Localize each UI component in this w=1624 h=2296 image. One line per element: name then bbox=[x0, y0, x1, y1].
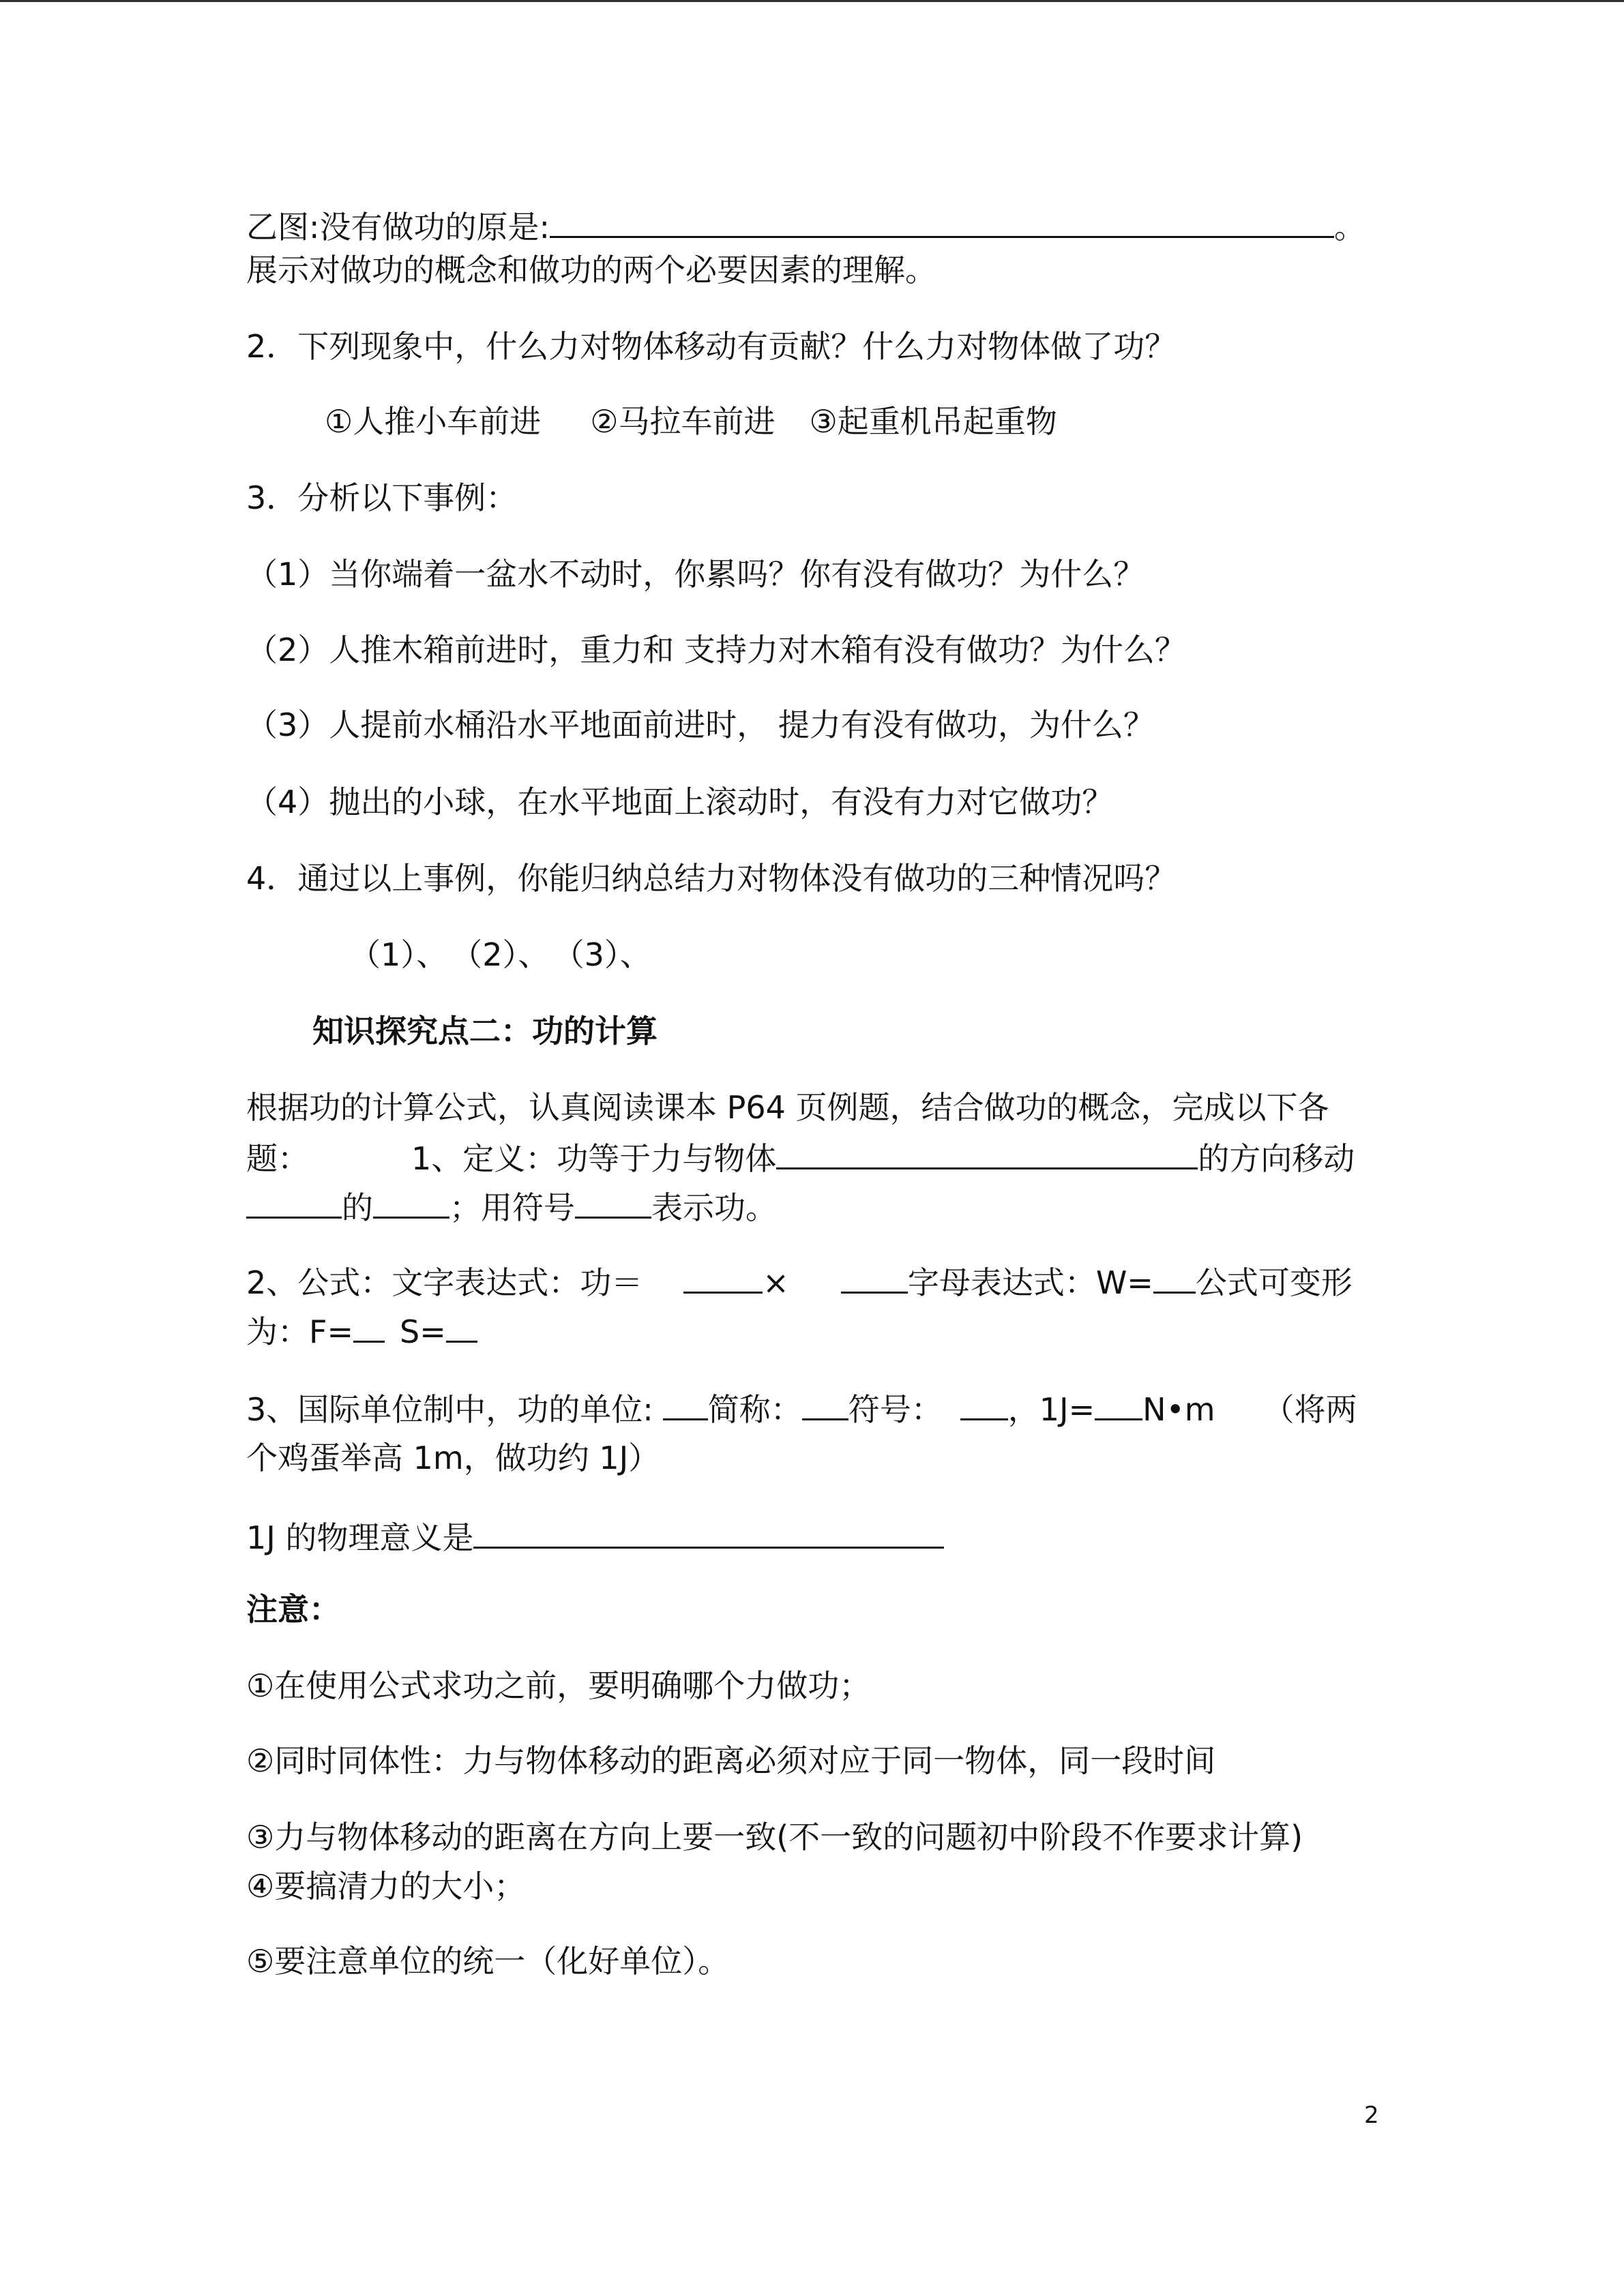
definition-blank-2 bbox=[246, 1185, 342, 1219]
q2-item: ③起重机吊起重物 bbox=[809, 403, 1057, 440]
note-item: ④要搞清力的大小； bbox=[246, 1868, 526, 1905]
q3-item: （3）人提前水桶沿水平地面前进时， 提力有没有做功，为什么？ bbox=[246, 706, 1155, 743]
note-item: ②同时同体性：力与物体移动的距离必须对应于同一物体，同一段时间 bbox=[246, 1742, 1216, 1779]
unit-label: 简称： bbox=[707, 1391, 802, 1428]
unit-blank-1 bbox=[663, 1387, 708, 1420]
question-4: 4．通过以上事例，你能归纳总结力对物体没有做功的三种情况吗？ bbox=[246, 860, 1177, 897]
unit-blank-3 bbox=[960, 1387, 1008, 1420]
formula-line bbox=[246, 1260, 1353, 1303]
formula-blank-1 bbox=[683, 1260, 763, 1294]
page-number: 2 bbox=[1364, 2102, 1379, 2129]
unit-label: ，1J= bbox=[1007, 1391, 1095, 1428]
unit-label: N•m bbox=[1142, 1391, 1215, 1428]
meaning-line bbox=[246, 1515, 944, 1558]
q4-item: （2）、 bbox=[467, 936, 550, 973]
definition-suffix: 的方向移动 bbox=[1198, 1140, 1355, 1177]
q2-item: ①人推小车前进 bbox=[325, 403, 542, 440]
formula-blank-2 bbox=[841, 1260, 908, 1294]
reason-blank bbox=[550, 205, 1334, 238]
definition-line-2 bbox=[246, 1185, 777, 1228]
q3-item: （1）当你端着一盆水不动时，你累吗？你有没有做功？为什么？ bbox=[246, 556, 1145, 593]
reason-end: 。 bbox=[1334, 209, 1365, 245]
q4-item: （1）、 bbox=[349, 936, 448, 973]
question-4-items bbox=[349, 934, 651, 975]
definition-line bbox=[246, 1136, 1355, 1179]
formula-blank-3 bbox=[1153, 1260, 1196, 1294]
note-item: ③力与物体移动的距离在方向上要一致(不一致的问题初中阶段不作要求计算) bbox=[246, 1819, 1303, 1855]
definition-blank-1 bbox=[776, 1136, 1198, 1169]
question-2: 2．下列现象中，什么力对物体移动有贡献？什么力对物体做了功？ bbox=[246, 328, 1177, 365]
definition-text: ；用符号 bbox=[449, 1189, 575, 1226]
q3-item: （4）抛出的小球，在水平地面上滚动时，有没有力对它做功？ bbox=[246, 784, 1114, 820]
formula-line-2 bbox=[246, 1309, 477, 1352]
unit-label: 符号： bbox=[848, 1391, 943, 1428]
note-title: 注意： bbox=[246, 1591, 340, 1628]
formula-times: × bbox=[763, 1264, 789, 1301]
note-item: ⑤要注意单位的统一（化好单位）。 bbox=[246, 1943, 730, 1980]
unit-label: 3、国际单位制中，功的单位: bbox=[246, 1391, 653, 1428]
formula-transform: 为：F= bbox=[246, 1313, 354, 1350]
q3-item: （2）人推木箱前进时，重力和 支持力对木箱有没有做功？为什么？ bbox=[246, 631, 1186, 668]
note-item: ①在使用公式求功之前，要明确哪个力做功； bbox=[246, 1667, 871, 1704]
unit-line-2: 个鸡蛋举高 1m，做功约 1J） bbox=[246, 1440, 660, 1476]
definition-text: 表示功。 bbox=[651, 1189, 777, 1226]
unit-note: （将两 bbox=[1263, 1391, 1357, 1428]
definition-prefix: 题： bbox=[246, 1140, 309, 1177]
line-reason bbox=[246, 205, 1365, 248]
unit-line bbox=[246, 1387, 1357, 1430]
question-3: 3．分析以下事例： bbox=[246, 479, 518, 516]
unit-blank-2 bbox=[802, 1387, 848, 1420]
line-understanding: 展示对做功的概念和做功的两个必要因素的理解。 bbox=[246, 252, 936, 288]
q4-item: （3）、 bbox=[568, 936, 651, 973]
formula-letters: 字母表达式：W= bbox=[907, 1264, 1153, 1301]
q2-item: ②马拉车前进 bbox=[590, 403, 776, 440]
formula-suffix: 公式可变形 bbox=[1195, 1264, 1353, 1301]
formula-transform: S= bbox=[400, 1313, 446, 1350]
meaning-blank bbox=[473, 1515, 944, 1549]
formula-label: 2、公式：文字表达式：功＝ bbox=[246, 1264, 643, 1301]
section-heading: 知识探究点二：功的计算 bbox=[312, 1013, 658, 1049]
definition-blank-3 bbox=[373, 1185, 449, 1219]
definition-text: 的 bbox=[342, 1189, 373, 1226]
formula-blank-4 bbox=[353, 1309, 385, 1343]
unit-blank-4 bbox=[1095, 1387, 1142, 1420]
formula-blank-5 bbox=[446, 1309, 477, 1343]
intro-line: 根据功的计算公式，认真阅读课本 P64 页例题，结合做功的概念，完成以下各 bbox=[246, 1089, 1329, 1126]
definition-label: 1、定义：功等于力与物体 bbox=[411, 1140, 777, 1177]
definition-blank-4 bbox=[575, 1185, 651, 1219]
question-2-items bbox=[325, 401, 1057, 442]
reason-label: 乙图:没有做功的原是: bbox=[246, 209, 550, 245]
meaning-label: 1J 的物理意义是 bbox=[246, 1519, 474, 1556]
